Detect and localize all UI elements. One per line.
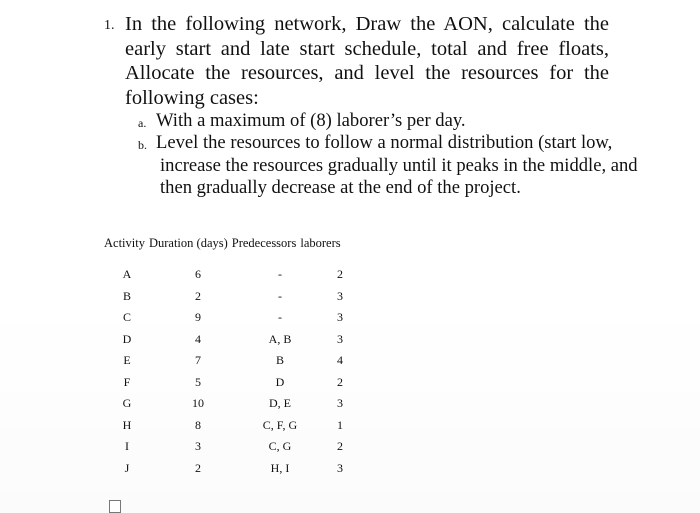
table-header: [104, 235, 345, 251]
cell-activity: G: [122, 396, 132, 410]
table-row: [0, 395, 700, 417]
cell-laborers: 4: [337, 353, 343, 367]
header-duration: Duration (days): [148, 236, 228, 250]
cell-duration: 3: [195, 439, 201, 453]
cell-activity: E: [123, 353, 131, 367]
cell-activity: J: [124, 460, 130, 475]
cell-laborers: 3: [337, 460, 343, 475]
cell-duration: 2: [195, 288, 201, 303]
cell-duration: 6: [195, 267, 201, 281]
cell-predecessors: A, B: [268, 331, 292, 346]
cell-predecessors: C, G: [268, 439, 292, 453]
cell-duration: 10: [192, 396, 204, 410]
cell-laborers: 2: [337, 267, 343, 281]
table-row: [0, 352, 700, 374]
table-row: [0, 288, 700, 310]
cell-laborers: 3: [337, 396, 343, 410]
cell-laborers: 3: [337, 331, 343, 346]
cell-predecessors: H, I: [270, 460, 290, 475]
sub-item-label: a.: [138, 116, 147, 130]
cell-duration: 7: [195, 353, 201, 367]
sub-item-text-rest: increase the resources gradually until it peaks in the middle, and then gradually decrease at the end of the project.: [160, 154, 638, 198]
cell-duration: 5: [195, 374, 201, 389]
cell-predecessors: -: [278, 288, 282, 303]
cell-duration: 2: [195, 460, 201, 475]
cell-activity: C: [122, 310, 132, 324]
cell-activity: B: [122, 288, 132, 303]
cell-activity: D: [122, 331, 132, 346]
cell-laborers: 2: [337, 374, 343, 389]
table-row: [0, 374, 700, 396]
cell-laborers: 3: [337, 288, 343, 303]
sub-item-a: [138, 110, 466, 133]
cell-predecessors: B: [275, 353, 285, 367]
cell-laborers: 1: [337, 417, 343, 432]
table-row: [0, 331, 700, 353]
cell-activity: I: [125, 439, 129, 453]
header-activity: Activity: [104, 236, 145, 250]
cell-laborers: 3: [337, 310, 343, 324]
cell-duration: 9: [195, 310, 201, 324]
header-predecessors: Predecessors: [231, 236, 297, 250]
checkbox[interactable]: [109, 500, 121, 513]
sub-item-label: b.: [138, 138, 147, 152]
table-row: [0, 438, 700, 460]
cell-laborers: 2: [337, 439, 343, 453]
table-row: [0, 309, 700, 331]
question-number: 1.: [104, 18, 115, 33]
header-laborers: laborers: [300, 236, 341, 250]
cell-predecessors: C, F, G: [262, 417, 298, 432]
table-row: [0, 266, 700, 288]
table-row: [0, 460, 700, 482]
cell-activity: F: [123, 374, 131, 389]
cell-predecessors: -: [278, 310, 282, 324]
cell-activity: H: [122, 417, 132, 432]
cell-activity: A: [122, 267, 132, 281]
cell-duration: 8: [195, 417, 201, 432]
cell-predecessors: -: [278, 267, 282, 281]
sub-item-text-line1: Level the resources to follow a normal distribution (start low,: [156, 132, 613, 153]
table-row: [0, 417, 700, 439]
table-body: [0, 266, 700, 481]
cell-predecessors: D: [275, 374, 285, 389]
cell-predecessors: D, E: [269, 396, 291, 410]
question-text: In the following network, Draw the AON, calculate the early start and late start schedule, total and free floats, Allocate the resources, and level the resources for the following cases:: [125, 13, 609, 109]
cell-duration: 4: [195, 331, 201, 346]
sub-item-b: [138, 132, 650, 200]
sub-item-text: With a maximum of (8) laborer’s per day.: [156, 110, 466, 131]
